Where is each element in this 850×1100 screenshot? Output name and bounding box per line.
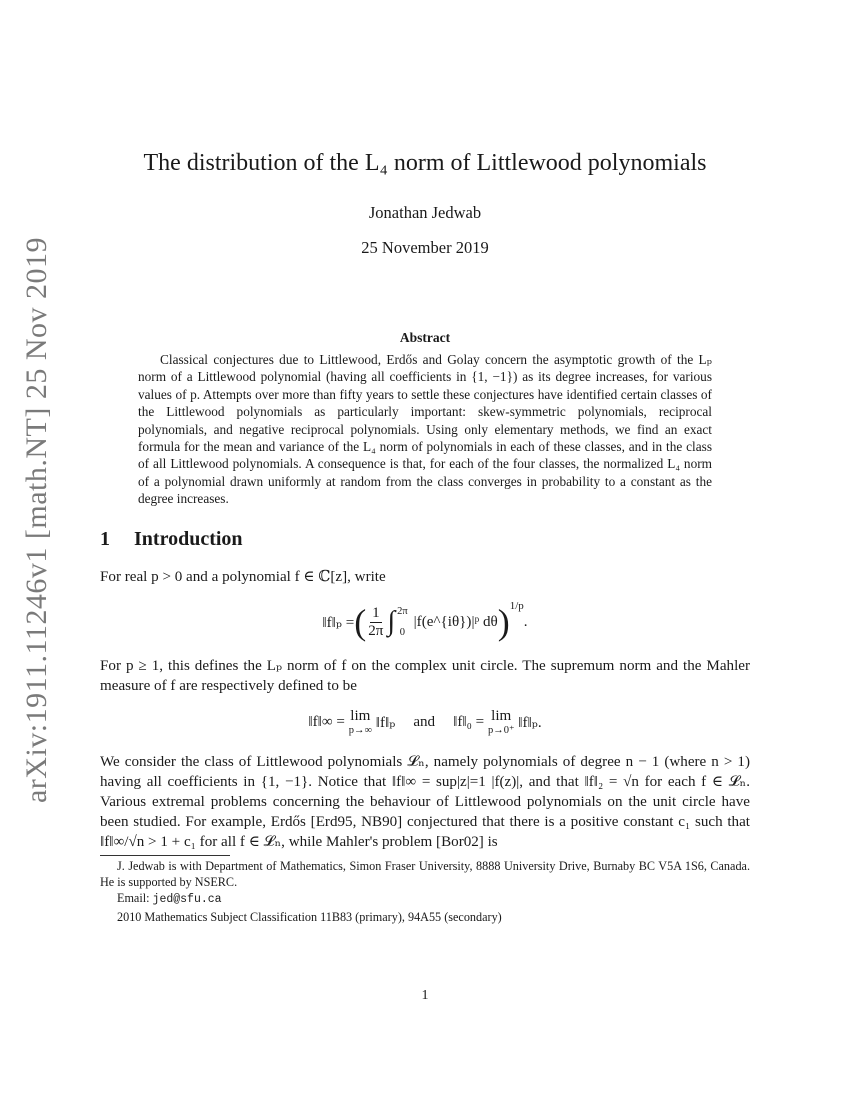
abstract-heading: Abstract: [399, 330, 451, 345]
footnote-email: [100, 890, 750, 908]
eq2-connector: and: [413, 713, 436, 730]
footnote-affiliation: J. Jedwab is with Department of Mathematics, Simon Fraser University, 8888 University Drive, Burnaby BC V5A 1S6, Canada. He is supported by NSERC.: [100, 859, 750, 890]
integral-limits: [397, 605, 408, 639]
footnotes: [100, 858, 750, 925]
equation-lp-norm: [100, 600, 750, 650]
paragraph-norm-definitions: [100, 656, 750, 696]
eq2-part2-rhs: ‖f‖ₚ.: [518, 714, 542, 731]
paragraph-lp-intro: For real p > 0 and a polynomial f ∈ ℂ[z], write: [100, 569, 386, 585]
equation-sup-mahler: [100, 708, 750, 744]
p2-text: For p ≥ 1, this defines the Lₚ norm of f on the complex unit circle. The supremum norm and the Mahler measure of f are respectively defined to be: [100, 658, 750, 694]
eq1-exponent: 1/p: [509, 600, 524, 612]
arxiv-watermark: [12, 236, 62, 804]
email-address: jed@sfu.ca: [152, 893, 222, 907]
eq1-end: .: [523, 613, 528, 630]
email-label: Email:: [117, 891, 150, 906]
eq1-left-paren: (: [354, 602, 367, 642]
section-heading: [100, 528, 243, 551]
paragraph-littlewood-class: We consider the class of Littlewood polynomials 𝓛ₙ, namely polynomials of degree n − 1 (where n > 1) having all coefficients in {1, −1}. Notice that ‖f‖∞ = sup|z|=1 |f(z)|, and that ‖f‖₂ = √n for each f ∈ 𝓛ₙ. Various extremal problems concerning the behaviour of Littlewood polynomials on the unit circle have been studied. For example, Erdős [Erd95, NB90] conjectured that there is a positive constant c₁ such that ‖f‖∞/√n > 1 + c₁ for all f ∈ 𝓛ₙ, while Mahler's problem [Bor02] is: [100, 754, 750, 850]
eq2-part2-lhs: ‖f‖₀ =: [453, 713, 485, 730]
paper-date: 25 November 2019: [361, 238, 489, 257]
page-number: 1: [421, 988, 429, 1003]
eq2-part1-lim-sub: p→∞: [348, 725, 372, 736]
eq1-frac-numerator: 1: [372, 604, 380, 621]
eq2-part2-lim-sub: p→0⁺: [487, 725, 515, 736]
eq2-part1-lhs: ‖f‖∞ =: [308, 713, 345, 730]
section-number: 1: [100, 528, 110, 550]
eq2-part1-limit: [349, 708, 372, 736]
eq1-fraction: [368, 605, 383, 640]
eq2-part1-rhs: ‖f‖ₚ: [375, 714, 396, 731]
footnote-msc: 2010 Mathematics Subject Classification 11B83 (primary), 94A55 (secondary): [117, 909, 502, 924]
integral-upper: 2π: [397, 606, 408, 617]
section-title: Introduction: [134, 528, 243, 550]
eq1-right-paren: ): [497, 602, 510, 642]
footnote-rule: [100, 855, 230, 856]
eq2-part2-lim-word: lim: [491, 708, 512, 724]
arxiv-identifier: arXiv:1911.11246v1 [math.NT] 25 Nov 2019: [20, 236, 54, 804]
eq1-frac-denominator: 2π: [368, 622, 384, 639]
eq2-part1-lim-word: lim: [350, 708, 371, 724]
abstract-body: Classical conjectures due to Littlewood, Erdős and Golay concern the asymptotic growth of the Lₚ norm of a Littlewood polynomial (having all coefficients in {1, −1}) as its degree increases, for various values of p. Attempts over more than fifty years to settle these conjectures have identified certain classes of the Littlewood polynomials as particularly important: skew-symmetric polynomials, reciprocal polynomials, and negative reciprocal polynomials. Using only elementary methods, we find an exact formula for the mean and variance of the L₄ norm of polynomials in each of these classes, and in the class of all Littlewood polynomials. A consequence is that, for each of the four classes, the normalized L₄ norm of a polynomial drawn uniformly at random from the class converges in probability to a constant as the degree increases.: [138, 352, 712, 507]
eq1-lhs: ‖f‖ₚ =: [322, 614, 355, 631]
author-name: Jonathan Jedwab: [368, 203, 482, 222]
paper-title: The distribution of the L₄ norm of Littlewood polynomials: [143, 150, 707, 176]
integral-lower: 0: [399, 627, 405, 638]
integral-sign: ∫: [387, 606, 396, 637]
eq1-integrand: |f(e^{iθ})|ᵖ dθ: [413, 613, 498, 630]
eq2-part2-limit: [488, 708, 515, 736]
